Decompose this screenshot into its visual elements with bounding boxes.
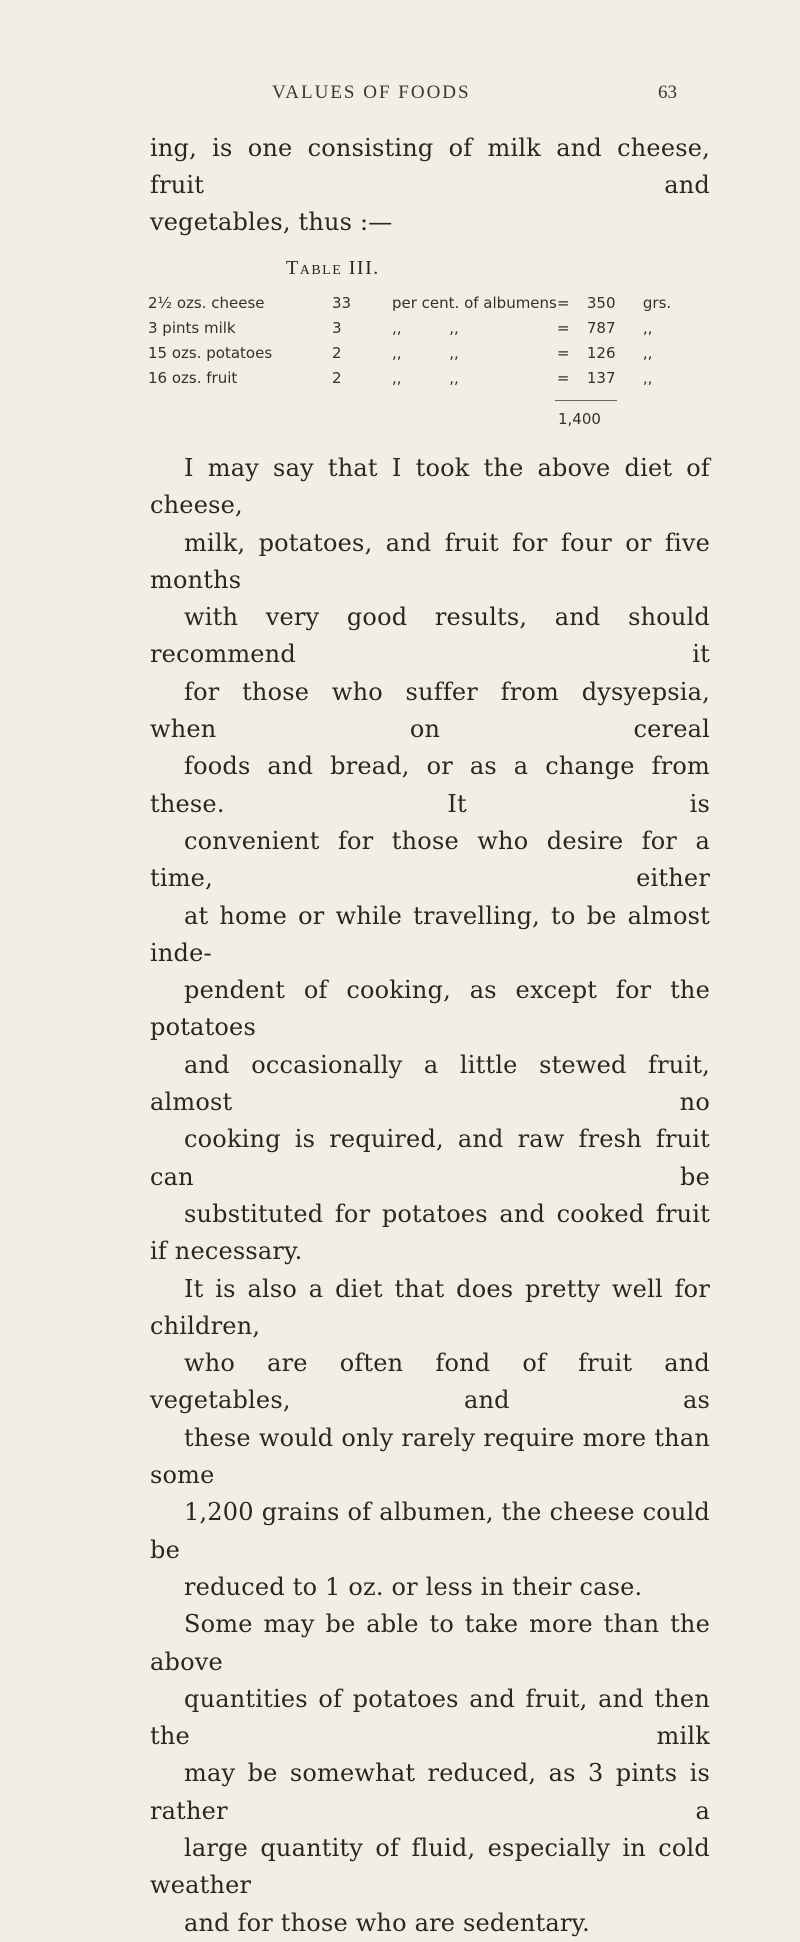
- table-row: [148, 340, 679, 365]
- text-line: for those who suffer from dysyepsia, when on cereal: [150, 677, 710, 744]
- text-line: large quantity of fluid, especially in cold weather: [150, 1833, 710, 1900]
- table-row: [148, 290, 679, 315]
- text-line: vegetables, thus :—: [150, 208, 393, 236]
- total-rule: [555, 400, 617, 401]
- grains-value-cell: 787: [586, 318, 616, 337]
- table-total: 1,400: [558, 410, 601, 428]
- text-line: pendent of cooking, as except for the potatoes: [150, 976, 710, 1042]
- text-line: quantities of potatoes and fruit, and then the milk: [150, 1684, 710, 1751]
- unit-cell: per cent. of albumens: [392, 293, 557, 312]
- paragraph: [150, 1271, 710, 1607]
- text-line: I may say that I took the above diet of cheese,: [150, 454, 710, 520]
- table-row: [148, 315, 679, 340]
- text-line: who are often fond of fruit and vegetables, and as: [150, 1349, 710, 1415]
- food-cell: 3 pints milk: [148, 318, 236, 337]
- text-line: with very good results, and should recommend it: [150, 603, 710, 669]
- running-head-title: VALUES OF FOODS: [272, 82, 471, 103]
- grains-value-cell: 350: [586, 293, 616, 312]
- unit-cell: ,, ,,: [392, 343, 459, 362]
- text-line: substituted for potatoes and cooked fruit if necessary.: [150, 1199, 710, 1266]
- table-title: Table III.: [286, 257, 380, 279]
- paragraph: [150, 450, 710, 1271]
- text-line: at home or while travelling, to be almost inde-: [150, 901, 710, 967]
- text-line: ing, is one consisting of milk and cheese, fruit and: [150, 134, 710, 199]
- text-line: these would only rarely require more than some: [150, 1423, 710, 1490]
- percent-cell: 2: [332, 343, 342, 362]
- text-line: cooking is required, and raw fresh fruit can be: [150, 1125, 710, 1191]
- grains-unit-cell: ,,: [642, 343, 653, 362]
- food-cell: 15 ozs. potatoes: [148, 343, 273, 362]
- grains-value-cell: 126: [586, 343, 616, 362]
- percent-cell: 2: [332, 368, 342, 387]
- unit-cell: ,, ,,: [392, 368, 459, 387]
- food-albumen-table: [148, 290, 679, 390]
- unit-cell: ,, ,,: [392, 318, 459, 337]
- text-line: milk, potatoes, and fruit for four or five months: [150, 528, 710, 594]
- grains-unit-cell: ,,: [642, 368, 653, 387]
- text-line: reduced to 1 oz. or less in their case.: [184, 1572, 643, 1601]
- food-cell: 2½ ozs. cheese: [148, 293, 265, 312]
- text-line: Some may be able to take more than the above: [150, 1610, 710, 1676]
- percent-cell: 33: [332, 293, 352, 312]
- text-line: and for those who are sedentary.: [184, 1908, 590, 1937]
- grains-value-cell: 137: [586, 368, 616, 387]
- percent-cell: 3: [332, 318, 342, 337]
- food-cell: 16 ozs. fruit: [148, 368, 238, 387]
- page-number: 63: [658, 82, 677, 103]
- text-line: convenient for those who desire for a time, either: [150, 826, 710, 893]
- text-line: and occasionally a little stewed fruit, almost no: [150, 1050, 710, 1117]
- text-line: It is also a diet that does pretty well for children,: [150, 1274, 710, 1340]
- equals-cell: =: [556, 343, 570, 362]
- grains-unit-cell: grs.: [642, 293, 672, 312]
- text-line: 1,200 grains of albumen, the cheese could be: [150, 1498, 710, 1564]
- intro-text: [150, 130, 710, 241]
- equals-cell: =: [556, 318, 570, 337]
- grains-unit-cell: ,,: [642, 318, 653, 337]
- paragraph: [150, 1606, 710, 1942]
- table-row: [148, 365, 679, 390]
- text-line: foods and bread, or as a change from these. It is: [150, 752, 710, 818]
- equals-cell: =: [556, 293, 570, 312]
- body-text: [150, 450, 710, 1942]
- equals-cell: =: [556, 368, 570, 387]
- text-line: may be somewhat reduced, as 3 pints is rather a: [150, 1759, 710, 1825]
